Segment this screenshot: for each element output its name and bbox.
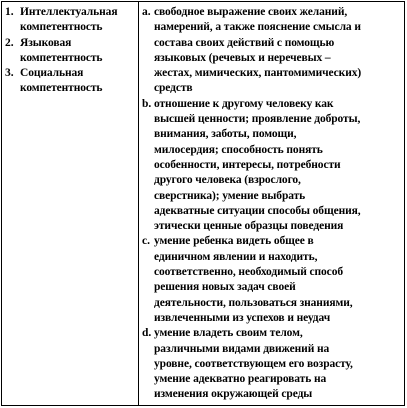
competence-item-2 <box>5 36 138 67</box>
competence-label: Языковая компетентность <box>20 36 103 64</box>
competence-marker: 1. <box>5 6 14 18</box>
description-item-c <box>142 234 402 326</box>
description-item-d <box>142 326 402 402</box>
competence-label: Интеллектуальная компетентность <box>20 6 118 34</box>
description-text: отношение к другому человеку как высшей ценности; проявление доброты, внимания, заботы, помощи, милосердия; способность понять особенности, интересы, потребности другого человека (взрослого, сверстника); умение выбрать адекватные ситуации способы общения, этически ценные образцы поведения <box>154 97 361 233</box>
competence-item-1 <box>5 5 138 36</box>
description-marker: c. <box>142 235 150 248</box>
description-item-b <box>142 97 402 235</box>
description-text: свободное выражение своих желаний, намерений, а также пояснение смысла и состава своих действий с помощью языковых (речевых и неречевых – жестах, мимических, пантомимических) средств <box>154 6 362 95</box>
competence-marker: 3. <box>5 67 14 80</box>
competence-list-column <box>2 2 139 405</box>
description-marker: b. <box>142 97 152 110</box>
competence-table <box>1 1 405 406</box>
description-item-a <box>142 5 402 97</box>
description-marker: a. <box>142 6 151 18</box>
competence-item-3 <box>5 66 138 97</box>
description-list-column <box>139 2 404 405</box>
competence-label: Социальная компетентность <box>20 67 103 95</box>
description-text: умение ребенка видеть общее в единичном явлении и находить, соответственно, необходимый способ решения новых задач своей деятельности, пользоваться знаниями, извлеченными из успехов и неудач <box>154 235 353 324</box>
description-text: умение владеть своим телом, различными видами движений на уровне, соответствующем его возрасту, умение адекватно реагировать на изменения окружающей среды <box>154 327 353 401</box>
description-marker: d. <box>142 327 152 340</box>
competence-marker: 2. <box>5 36 14 49</box>
